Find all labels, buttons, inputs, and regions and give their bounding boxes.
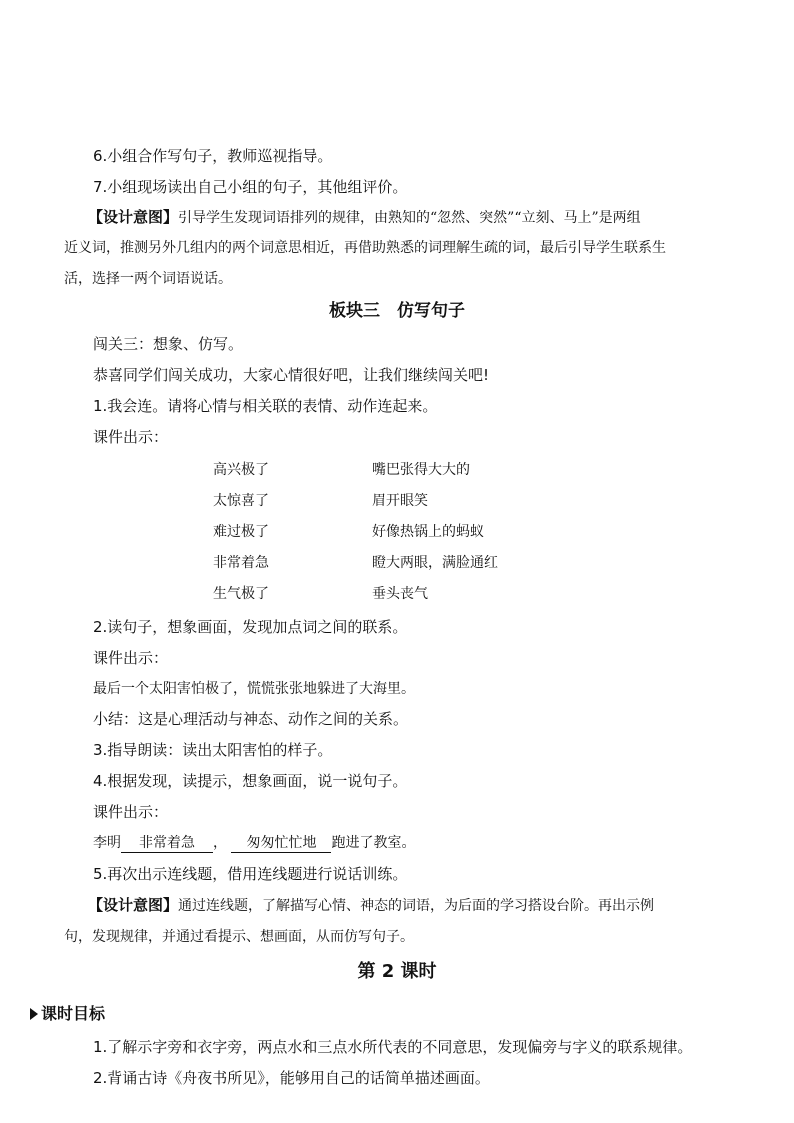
design-intent-1-line1 (88, 207, 641, 228)
step-7: 7.小组现场读出自己小组的句子，其他组评价。 (93, 178, 408, 196)
example-sentence: 最后一个太阳害怕极了，慌慌张张地躲进了大海里。 (93, 681, 415, 697)
step-3: 3.指导朗读：读出太阳害怕的样子。 (93, 741, 333, 759)
step-2: 2.读句子，想象画面，发现加点词之间的联系。 (93, 618, 408, 636)
design-intent-1-line2: 近义词，推测另外几组内的两个词意思相近，再借助熟悉的词理解生疏的词，最后引导学生联系生 (64, 240, 666, 256)
design-intent-text: 通过连线题，了解描写心情、神态的词语，为后面的学习搭设台阶。再出示例 (178, 898, 655, 914)
section-title: 板块三 仿写句子 (329, 301, 465, 321)
lesson-goals-heading (30, 1003, 105, 1025)
goal-2: 2.背诵古诗《舟夜书所见》，能够用自己的话简单描述画面。 (93, 1069, 490, 1087)
courseware-label-2: 课件出示： (93, 649, 169, 667)
challenge-intro: 闯关三：想象、仿写。 (93, 335, 244, 353)
mood-item: 生气极了 (213, 586, 269, 602)
design-intent-label: 【设计意图】 (88, 896, 179, 914)
design-intent-text: 引导学生发现词语排列的规律，由熟知的“忽然、突然”“立刻、马上”是两组 (178, 210, 641, 226)
goal-1: 1.了解示字旁和衣字旁，两点水和三点水所代表的不同意思，发现偏旁与字义的联系规律。 (93, 1038, 693, 1056)
praise-text: 恭喜同学们闯关成功，大家心情很好吧，让我们继续闯关吧! (93, 366, 490, 384)
courseware-label-1: 课件出示： (93, 428, 169, 446)
mood-item: 难过极了 (213, 524, 269, 540)
step-5: 5.再次出示连线题，借用连线题进行说话训练。 (93, 865, 408, 883)
fill-blank-mood: 非常着急 (121, 834, 213, 853)
expression-item: 瞪大两眼，满脸通红 (372, 555, 498, 571)
lesson-goals-label: 课时目标 (41, 1004, 106, 1023)
design-intent-2-line2: 句，发现规律，并通过看提示、想画面，从而仿写句子。 (64, 929, 414, 945)
design-intent-1-line3: 活，选择一两个词语说话。 (64, 271, 232, 287)
mood-item: 高兴极了 (213, 462, 269, 478)
mood-item: 太惊喜了 (213, 493, 269, 509)
step-1: 1.我会连。请将心情与相关联的表情、动作连起来。 (93, 397, 438, 415)
expression-item: 好像热锅上的蚂蚁 (372, 524, 484, 540)
mood-item: 非常着急 (213, 555, 269, 571)
fill-blank-action: 匆匆忙忙地 (231, 834, 331, 853)
fill-ending: 跑进了教室。 (331, 835, 416, 851)
fill-name: 李明 (93, 835, 121, 851)
step-4: 4.根据发现，读提示，想象画面，说一说句子。 (93, 772, 408, 790)
expression-item: 垂头丧气 (372, 586, 428, 602)
courseware-label-3: 课件出示： (93, 803, 169, 821)
design-intent-label: 【设计意图】 (88, 208, 179, 226)
expression-item: 眉开眼笑 (372, 493, 428, 509)
summary-text: 小结：这是心理活动与神态、动作之间的关系。 (93, 710, 409, 728)
triangle-bullet-icon (30, 1008, 38, 1020)
design-intent-2-line1 (88, 895, 654, 916)
step-6: 6.小组合作写句子，教师巡视指导。 (93, 147, 333, 165)
fill-in-sentence (93, 833, 415, 853)
expression-item: 嘴巴张得大大的 (372, 462, 470, 478)
lesson-title: 第 2 课时 (357, 961, 437, 982)
fill-comma: ， (213, 835, 227, 851)
